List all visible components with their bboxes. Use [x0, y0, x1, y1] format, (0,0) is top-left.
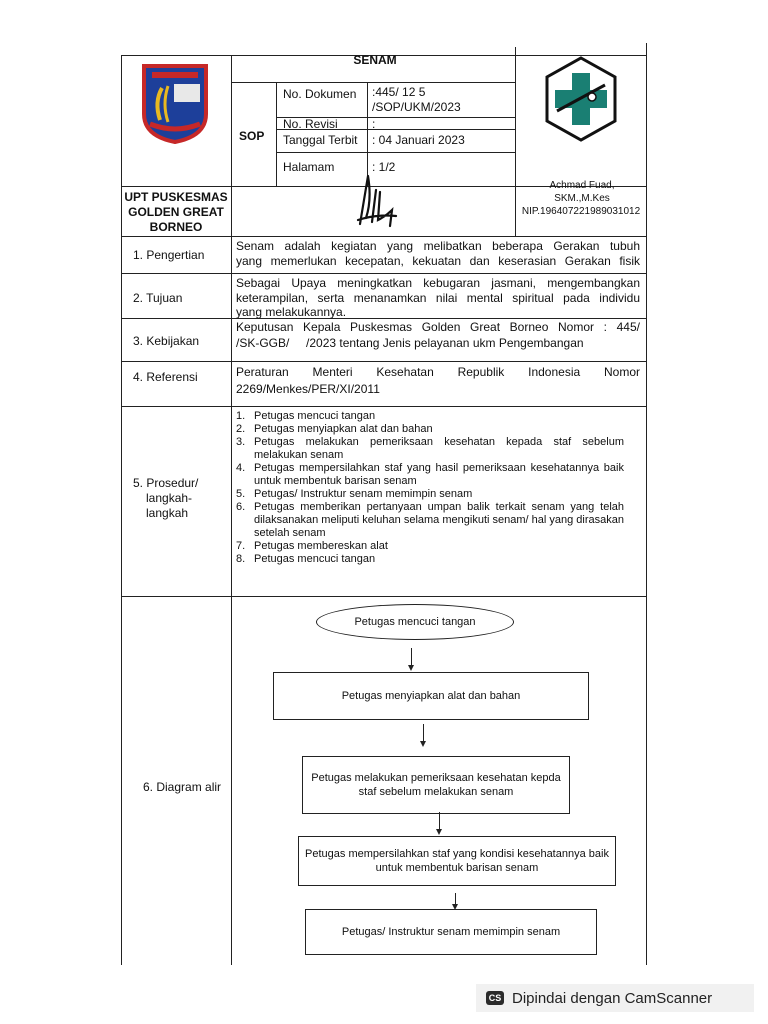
- signatory-title: SKM.,M.Kes: [554, 193, 610, 204]
- field-label-halaman: Halamam: [283, 160, 335, 174]
- document-title: SENAM: [353, 53, 397, 67]
- flow-node-5: [305, 909, 597, 955]
- health-emblem: [543, 55, 619, 143]
- flow-arrow: [439, 812, 440, 830]
- prosedur-step: [236, 436, 624, 462]
- flow-arrow: [411, 648, 412, 666]
- field-value-tanggal-terbit: : 04 Januari 2023: [372, 133, 465, 147]
- step-text: Petugas membereskan alat: [254, 540, 388, 552]
- flow-node-text: Petugas mencuci tangan: [354, 616, 476, 628]
- field-line-3: [276, 152, 516, 153]
- prosedur-step: [236, 553, 624, 566]
- field-label-no-revisi: No. Revisi: [283, 117, 338, 131]
- flow-node-text: Petugas/ Instruktur senam memimpin senam: [341, 926, 561, 938]
- step-text: Petugas mencuci tangan: [254, 553, 376, 565]
- section-label-referensi: 4. Referensi: [133, 370, 198, 384]
- prosedur-step: [236, 462, 624, 488]
- org-name-line-1: UPT PUSKESMAS: [124, 190, 228, 204]
- section-label-pengertian: 1. Pengertian: [133, 248, 205, 262]
- section-label-kebijakan: 3. Kebijakan: [133, 334, 200, 348]
- step-number: 6.: [236, 501, 246, 513]
- label-column-divider: [231, 55, 232, 965]
- signatory-name: Achmad Fuad,: [549, 180, 615, 191]
- flow-node-start: [316, 604, 514, 640]
- step-number: 7.: [236, 540, 246, 552]
- flow-arrow: [455, 893, 456, 905]
- field-label-no-dokumen: No. Dokumen: [283, 87, 357, 101]
- section-text-referensi-1: Peraturan Menteri Kesehatan Republik Indonesia Nomor: [236, 365, 640, 379]
- signature: [346, 170, 406, 232]
- row-line-3: [121, 318, 647, 319]
- field-label-tanggal-terbit: Tanggal Terbit: [283, 133, 358, 147]
- flow-node-3: [302, 756, 570, 814]
- step-text: Petugas melakukan pemeriksaan kesehatan kepada staf sebelum melakukan senam: [254, 436, 624, 461]
- prosedur-step: [236, 410, 624, 423]
- prosedur-label-3: langkah: [146, 506, 189, 520]
- camscanner-watermark: [476, 984, 754, 1012]
- flow-node-4: [298, 836, 616, 886]
- border-right: [646, 43, 647, 965]
- field-value-no-dokumen-2: /SOP/UKM/2023: [372, 100, 461, 114]
- section-text-tujuan-2: keterampilan, serta menanamkan nilai mental spiritual pada individu: [236, 291, 640, 305]
- step-text: Petugas/ Instruktur senam memimpin senam: [254, 488, 473, 500]
- row-line-6: [121, 596, 647, 597]
- row-line-1: [121, 236, 647, 237]
- step-number: 5.: [236, 488, 246, 500]
- row-line-2: [121, 273, 647, 274]
- prosedur-step: [236, 423, 624, 436]
- prosedur-label-1: 5. Prosedur/: [133, 476, 199, 490]
- camscanner-icon: CS: [486, 991, 504, 1005]
- prosedur-step: [236, 540, 624, 553]
- prosedur-label-2: langkah-: [146, 491, 193, 505]
- row-line-5: [121, 406, 647, 407]
- section-text-tujuan-1: Sebagai Upaya meningkatkan kebugaran jasmani, mengembangkan: [236, 276, 640, 290]
- title-divider: [231, 82, 516, 83]
- field-value-halaman: : 1/2: [372, 160, 396, 174]
- org-name-line-2: GOLDEN GREAT: [128, 205, 224, 219]
- step-text: Petugas memberikan pertanyaan umpan balik terkait senam yang telah dilaksanakan meliputi keluhan selama mengikuti senam/ hal yang dirasakan setelah senam: [254, 501, 624, 539]
- field-value-no-dokumen: :445/ 12 5: [372, 85, 426, 99]
- section-text-kebijakan-2: /SK-GGB/ /2023 tentang Jenis pelayanan ukm Pengembangan: [236, 336, 584, 350]
- section-text-kebijakan-1: Keputusan Kepala Puskesmas Golden Great Borneo Nomor : 445/: [236, 320, 640, 334]
- step-number: 4.: [236, 462, 246, 474]
- flow-node-text: Petugas melakukan pemeriksaan kesehatan kepda staf sebelum melakukan senam: [311, 772, 561, 798]
- section-text-pengertian-1: Senam adalah kegiatan yang melibatkan beberapa Gerakan tubuh: [236, 239, 640, 253]
- sop-label: SOP: [239, 129, 265, 143]
- signatory-nip: NIP.196407221989031012: [521, 206, 641, 217]
- row-line-4: [121, 361, 647, 362]
- prosedur-step: [236, 501, 624, 540]
- section-text-referensi-2: 2269/Menkes/PER/XI/2011: [236, 382, 380, 396]
- prosedur-steps: [236, 410, 624, 566]
- flow-arrow: [423, 724, 424, 742]
- org-name-line-3: BORNEO: [149, 220, 203, 234]
- step-text: Petugas menyiapkan alat dan bahan: [254, 423, 433, 435]
- step-number: 8.: [236, 553, 246, 565]
- flow-node-text: Petugas mempersilahkan staf yang kondisi kesehatannya baik untuk membentuk barisan senam: [305, 848, 609, 874]
- camscanner-text: Dipindai dengan CamScanner: [512, 989, 713, 1007]
- flow-node-text: Petugas menyiapkan alat dan bahan: [341, 690, 521, 702]
- field-value-no-revisi: :: [372, 117, 376, 131]
- step-text: Petugas mencuci tangan: [254, 410, 376, 422]
- step-number: 2.: [236, 423, 246, 435]
- puskesmas-logo: [140, 62, 210, 144]
- section-text-tujuan-3: yang melakukannya.: [236, 305, 347, 319]
- step-number: 1.: [236, 410, 246, 422]
- section-text-pengertian-2: yang memerlukan kecepatan, kekuatan dan keserasian Gerakan fisik: [236, 254, 640, 268]
- field-left-divider: [276, 82, 277, 186]
- diagram-label: 6. Diagram alir: [143, 780, 222, 794]
- flow-node-2: [273, 672, 589, 720]
- step-number: 3.: [236, 436, 246, 448]
- prosedur-step: [236, 488, 624, 501]
- section-label-tujuan: 2. Tujuan: [133, 291, 183, 305]
- step-text: Petugas mempersilahkan staf yang hasil pemeriksaan kesehatannya baik untuk membentuk barisan senam: [254, 462, 624, 487]
